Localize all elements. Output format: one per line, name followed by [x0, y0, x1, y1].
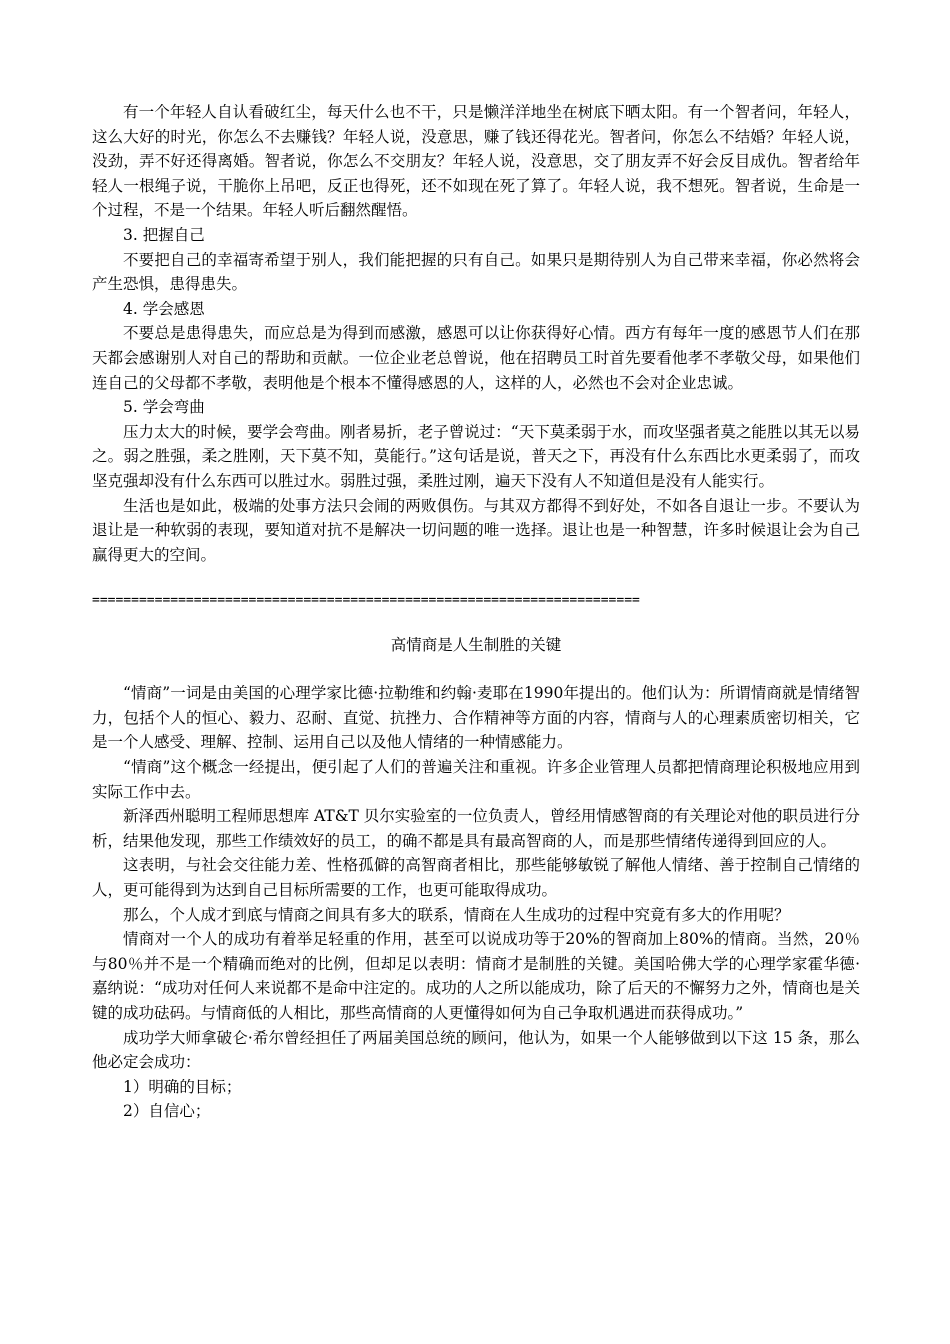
paragraph-eq-definition: “情商”一词是由美国的心理学家比德·拉勒维和约翰·麦耶在1990年提出的。他们认为：所谓情商就是情绪智力，包括个人的恒心、毅力、忍耐、直觉、抗挫力、合作精神等方面的内容，情商与人的心理素质密切相关，它是一个人感受、理解、控制、运用自己以及他人情绪的一种情感能力。 — [92, 684, 860, 752]
article-title: 高情商是人生制胜的关键 — [390, 636, 562, 655]
paragraph-young-man-story: 有一个年轻人自认看破红尘，每天什么也不干，只是懒洋洋地坐在树底下晒太阳。有一个智者问，年轻人，这么大好的时光，你怎么不去赚钱？年轻人说，没意思，赚了钱还得花光。智者问，你怎么不结婚？年轻人说，没劲，弄不好还得离婚。智者说，你怎么不交朋友？年轻人说，没意思，交了朋友弄不好会反目成仇。智者给年轻人一根绳子说，干脆你上吊吧，反正也得死，还不如现在死了算了。年轻人说，我不想死。智者说，生命是一个过程，不是一个结果。年轻人听后翻然醒悟。 — [92, 103, 860, 220]
heading-grasp-yourself: 3. 把握自己 — [123, 225, 205, 244]
list-item: 2）自信心； — [123, 1102, 211, 1121]
paragraph-social-ability: 这表明，与社会交往能力差、性格孤僻的高智商者相比，那些能够敏锐了解他人情绪、善于控制自己情绪的人，更可能得到为达到自己目标所需要的工作，也更可能取得成功。 — [92, 856, 860, 900]
document-page — [92, 100, 860, 1124]
paragraph-napoleon-hill: 成功学大师拿破仑·希尔曾经担任了两届美国总统的顾问，他认为，如果一个人能够做到以下这 15 条，那么他必定会成功： — [92, 1028, 860, 1072]
paragraph-gratitude: 不要总是患得患失，而应总是为得到而感激，感恩可以让你获得好心情。西方有每年一度的感恩节人们在那天都会感谢别人对自己的帮助和贡献。一位企业老总曾说，他在招聘员工时首先要看他孝不孝敬父母，如果他们连自己的父母都不孝敬，表明他是个根本不懂得感恩的人，这样的人，必然也不会对企业忠诚。 — [92, 324, 860, 392]
paragraph-bending: 压力太大的时候，要学会弯曲。刚者易折，老子曾说过：“天下莫柔弱于水，而攻坚强者莫之能胜以其无以易之。弱之胜强，柔之胜刚，天下莫不知，莫能行。”这句话是说，普天之下，再没有什么东西比水更柔弱了，而攻坚克强却没有什么东西可以胜过水。弱胜过强，柔胜过刚，遍天下没有人不知道但是没有人能实行。 — [92, 422, 860, 490]
paragraph-concession: 生活也是如此，极端的处事方法只会闹的两败俱伤。与其双方都得不到好处，不如各自退让一步。不要认为退让是一种软弱的表现，要知道对抗不是解决一切问题的唯一选择。退让也是一种智慧，许多时候退让会为自己赢得更大的空间。 — [92, 496, 860, 564]
list-item: 1）明确的目标； — [123, 1077, 242, 1096]
heading-bending: 5. 学会弯曲 — [123, 398, 205, 417]
heading-gratitude: 4. 学会感恩 — [123, 299, 205, 318]
paragraph-eq-attention: “情商”这个概念一经提出，便引起了人们的普遍关注和重视。许多企业管理人员都把情商理论积极地应用到实际工作中去。 — [92, 758, 860, 801]
paragraph-question: 那么，个人成才到底与情商之间具有多大的联系，情商在人生成功的过程中究竟有多大的作用呢？ — [123, 905, 790, 924]
section-divider: ====================================================================== — [92, 593, 640, 609]
paragraph-grasp-yourself: 不要把自己的幸福寄希望于别人，我们能把握的只有自己。如果只是期待别人为自己带来幸福，你必然将会产生恐惧，患得患失。 — [92, 250, 860, 294]
paragraph-eq-importance: 情商对一个人的成功有着举足轻重的作用，甚至可以说成功等于20%的智商加上80%的情商。当然，20％与80％并不是一个精确而绝对的比例，但却足以表明：情商才是制胜的关键。美国哈佛大学的心理学家霍华德·嘉纳说：“成功对任何人来说都不是命中注定的。成功的人之所以能成功，除了后天的不懈努力之外，情商也是关键的成功砝码。与情商低的人相比，那些高情商的人更懂得如何为自己争取机遇进而获得成功。” — [92, 930, 860, 1022]
paragraph-bell-labs: 新泽西州聪明工程师思想库 AT&T 贝尔实验室的一位负责人，曾经用情感智商的有关理论对他的职员进行分析，结果他发现，那些工作绩效好的员工，的确不都是具有最高智商的人，而是那些情绪传递得到回应的人。 — [92, 807, 860, 850]
